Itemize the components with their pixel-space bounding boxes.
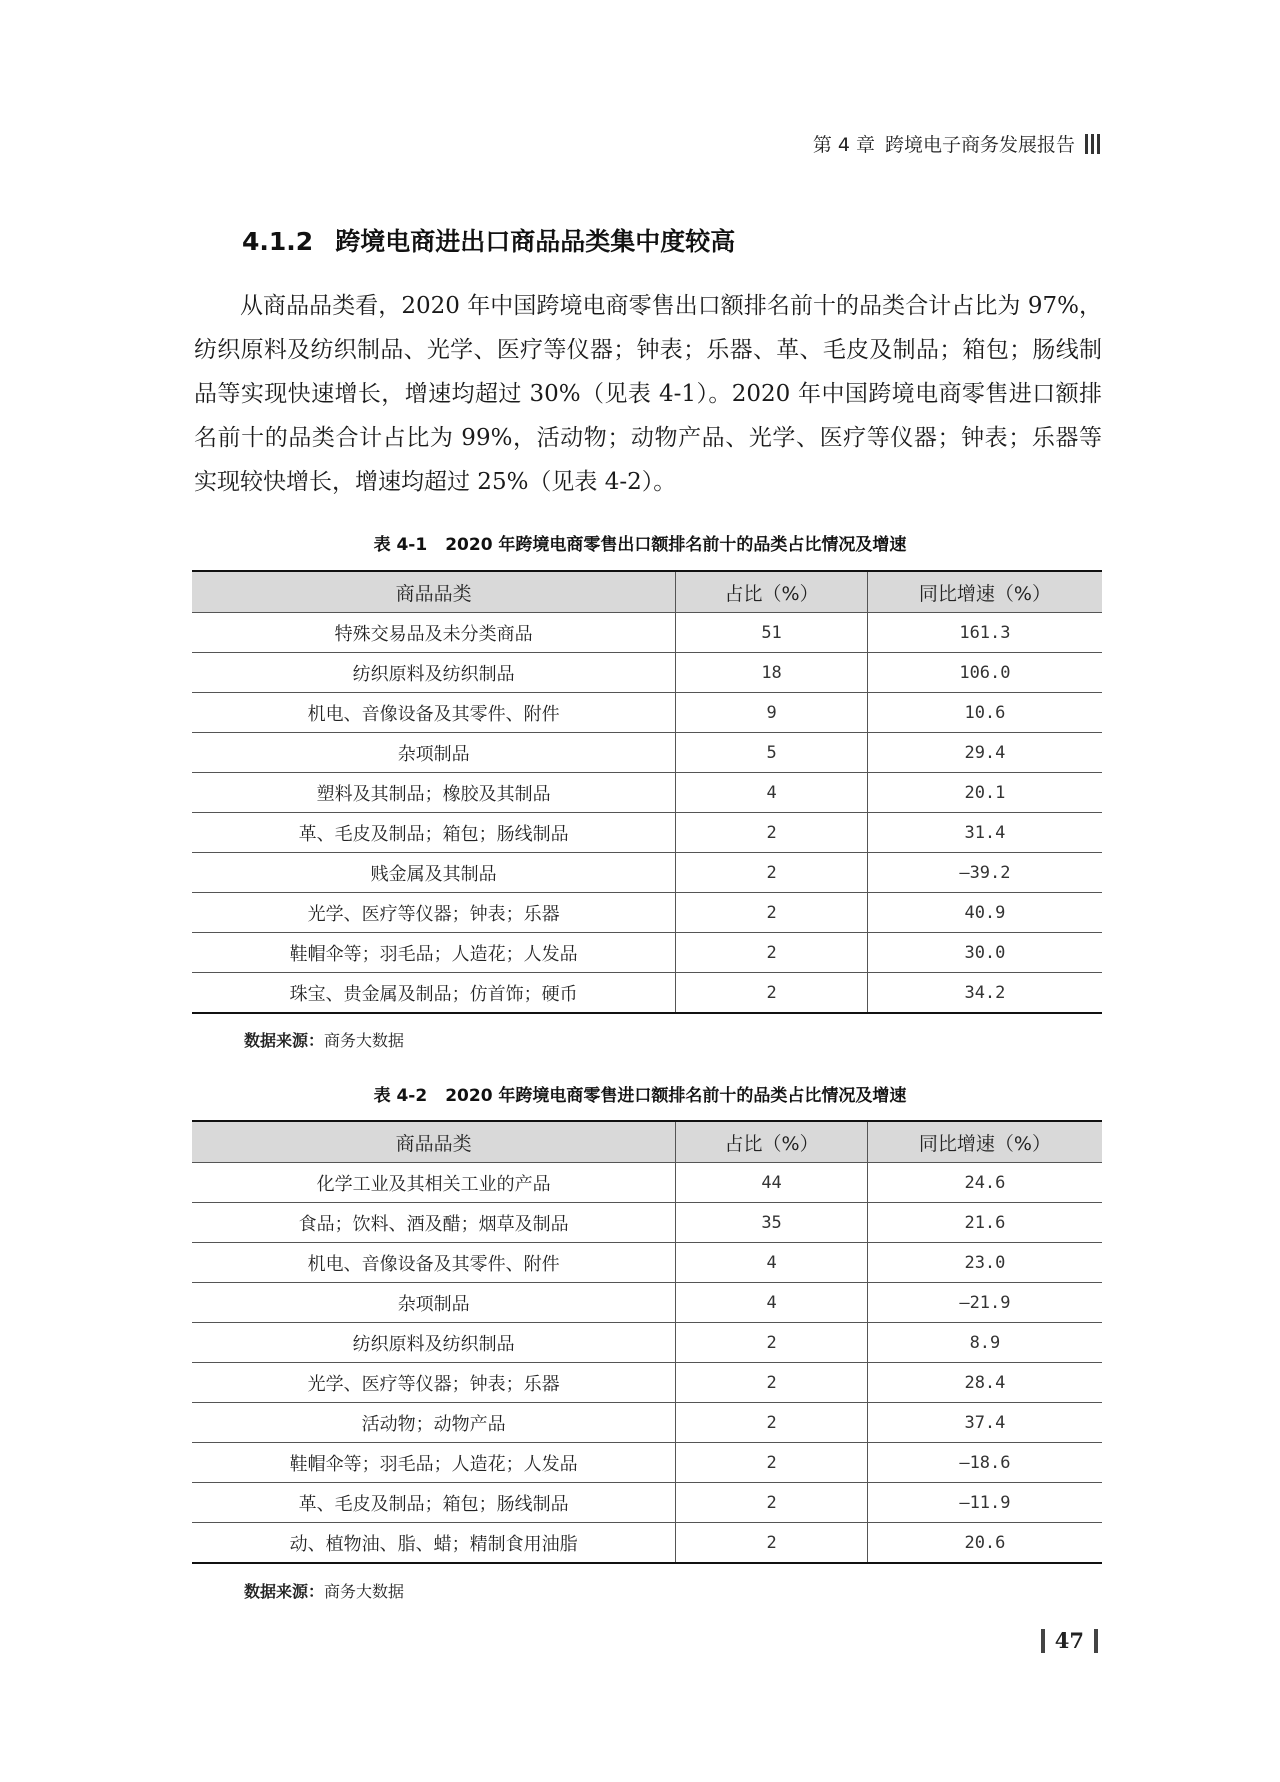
page-number [1041,1628,1098,1653]
category-cell: 塑料及其制品；橡胶及其制品 [192,773,676,813]
header-title: 跨境电子商务发展报告 [884,134,1075,156]
table-row [192,1203,1102,1243]
growth-cell: 31.4 [867,813,1102,853]
growth-cell: 10.6 [867,693,1102,733]
page-bar-right-icon [1094,1629,1098,1653]
share-cell: 2 [676,1403,868,1443]
table-2-header-share: 占比（%） [676,1121,868,1163]
table-1-body [192,613,1102,1014]
category-cell: 食品；饮料、酒及醋；烟草及制品 [192,1203,676,1243]
table-1-header-share: 占比（%） [676,571,868,613]
category-cell: 革、毛皮及制品；箱包；肠线制品 [192,1483,676,1523]
share-cell: 5 [676,733,868,773]
category-cell: 纺织原料及纺织制品 [192,1323,676,1363]
share-cell: 4 [676,1283,868,1323]
category-cell: 特殊交易品及未分类商品 [192,613,676,653]
table-row [192,1443,1102,1483]
table-1-header-category: 商品品类 [192,571,676,613]
growth-cell: 30.0 [867,933,1102,973]
share-cell: 2 [676,813,868,853]
section-number: 4.1.2 [242,227,314,256]
table-row [192,813,1102,853]
table-2-source-value: 商务大数据 [324,1582,405,1601]
category-cell: 光学、医疗等仪器；钟表；乐器 [192,1363,676,1403]
growth-cell: —18.6 [867,1443,1102,1483]
section-title: 跨境电商进出口商品品类集中度较高 [335,227,736,256]
share-cell: 2 [676,1523,868,1564]
table-1-caption [0,530,1280,555]
table-1-header-growth: 同比增速（%） [867,571,1102,613]
share-cell: 2 [676,1443,868,1483]
table-row [192,613,1102,653]
category-cell: 珠宝、贵金属及制品；仿首饰；硬币 [192,973,676,1014]
share-cell: 2 [676,1323,868,1363]
table-2-number: 表 4-2 [373,1086,428,1106]
growth-cell: 34.2 [867,973,1102,1014]
table-row [192,733,1102,773]
table-2-header-category: 商品品类 [192,1121,676,1163]
table-row [192,1243,1102,1283]
table-2-source [244,1579,404,1602]
page-bar-left-icon [1041,1629,1045,1653]
category-cell: 动、植物油、脂、蜡；精制食用油脂 [192,1523,676,1564]
category-cell: 贱金属及其制品 [192,853,676,893]
header-chapter: 第 4 章 [812,134,875,156]
table-2-body [192,1163,1102,1564]
growth-cell: 37.4 [867,1403,1102,1443]
page-number-value: 47 [1054,1628,1084,1653]
section-heading [242,222,735,258]
share-cell: 51 [676,613,868,653]
table-1-number: 表 4-1 [373,535,428,555]
table-row [192,973,1102,1014]
growth-cell: 20.6 [867,1523,1102,1564]
table-1 [192,570,1102,1014]
table-2-header-growth: 同比增速（%） [867,1121,1102,1163]
growth-cell: —11.9 [867,1483,1102,1523]
share-cell: 4 [676,773,868,813]
running-header [813,130,1100,157]
share-cell: 44 [676,1163,868,1203]
category-cell: 机电、音像设备及其零件、附件 [192,1243,676,1283]
growth-cell: 29.4 [867,733,1102,773]
category-cell: 活动物；动物产品 [192,1403,676,1443]
category-cell: 光学、医疗等仪器；钟表；乐器 [192,893,676,933]
table-row [192,853,1102,893]
table-1-title: 2020 年跨境电商零售出口额排名前十的品类占比情况及增速 [445,535,907,555]
growth-cell: 21.6 [867,1203,1102,1243]
table-2-header-row [192,1121,1102,1163]
share-cell: 2 [676,973,868,1014]
body-paragraph: 从商品品类看，2020 年中国跨境电商零售出口额排名前十的品类合计占比为 97%，纺织原料及纺织制品、光学、医疗等仪器；钟表；乐器、革、毛皮及制品；箱包；肠线制品等实现快速增长，增速均超过 30%（见表 4-1）。2020 年中国跨境电商零售进口额排名前十的品类合计占比为 99%，活动物；动物产品、光学、医疗等仪器；钟表；乐器等实现较快增长，增速均超过 25%（见表 4-2）。 [194,293,1102,495]
growth-cell: 161.3 [867,613,1102,653]
growth-cell: 23.0 [867,1243,1102,1283]
table-row [192,893,1102,933]
table-1-source-label: 数据来源： [244,1031,325,1050]
header-bars-icon [1085,134,1100,154]
growth-cell: 24.6 [867,1163,1102,1203]
category-cell: 杂项制品 [192,1283,676,1323]
table-row [192,1483,1102,1523]
table-row [192,1283,1102,1323]
table-row [192,1403,1102,1443]
share-cell: 2 [676,1483,868,1523]
table-1-source [244,1028,404,1051]
category-cell: 机电、音像设备及其零件、附件 [192,693,676,733]
table-row [192,773,1102,813]
category-cell: 鞋帽伞等；羽毛品；人造花；人发品 [192,933,676,973]
growth-cell: 106.0 [867,653,1102,693]
share-cell: 9 [676,693,868,733]
growth-cell: —21.9 [867,1283,1102,1323]
share-cell: 18 [676,653,868,693]
table-1-header-row [192,571,1102,613]
share-cell: 2 [676,893,868,933]
table-2-caption [0,1081,1280,1106]
growth-cell: 40.9 [867,893,1102,933]
growth-cell: —39.2 [867,853,1102,893]
table-row [192,1323,1102,1363]
share-cell: 4 [676,1243,868,1283]
category-cell: 化学工业及其相关工业的产品 [192,1163,676,1203]
table-2-title: 2020 年跨境电商零售进口额排名前十的品类占比情况及增速 [445,1086,907,1106]
table-row [192,1163,1102,1203]
growth-cell: 8.9 [867,1323,1102,1363]
category-cell: 革、毛皮及制品；箱包；肠线制品 [192,813,676,853]
table-row [192,933,1102,973]
table-row [192,693,1102,733]
table-2-source-label: 数据来源： [244,1582,325,1601]
share-cell: 35 [676,1203,868,1243]
share-cell: 2 [676,933,868,973]
share-cell: 2 [676,853,868,893]
table-row [192,1363,1102,1403]
share-cell: 2 [676,1363,868,1403]
category-cell: 鞋帽伞等；羽毛品；人造花；人发品 [192,1443,676,1483]
table-row [192,653,1102,693]
growth-cell: 28.4 [867,1363,1102,1403]
category-cell: 杂项制品 [192,733,676,773]
growth-cell: 20.1 [867,773,1102,813]
table-1-source-value: 商务大数据 [324,1031,405,1050]
category-cell: 纺织原料及纺织制品 [192,653,676,693]
table-row [192,1523,1102,1564]
table-2 [192,1120,1102,1564]
